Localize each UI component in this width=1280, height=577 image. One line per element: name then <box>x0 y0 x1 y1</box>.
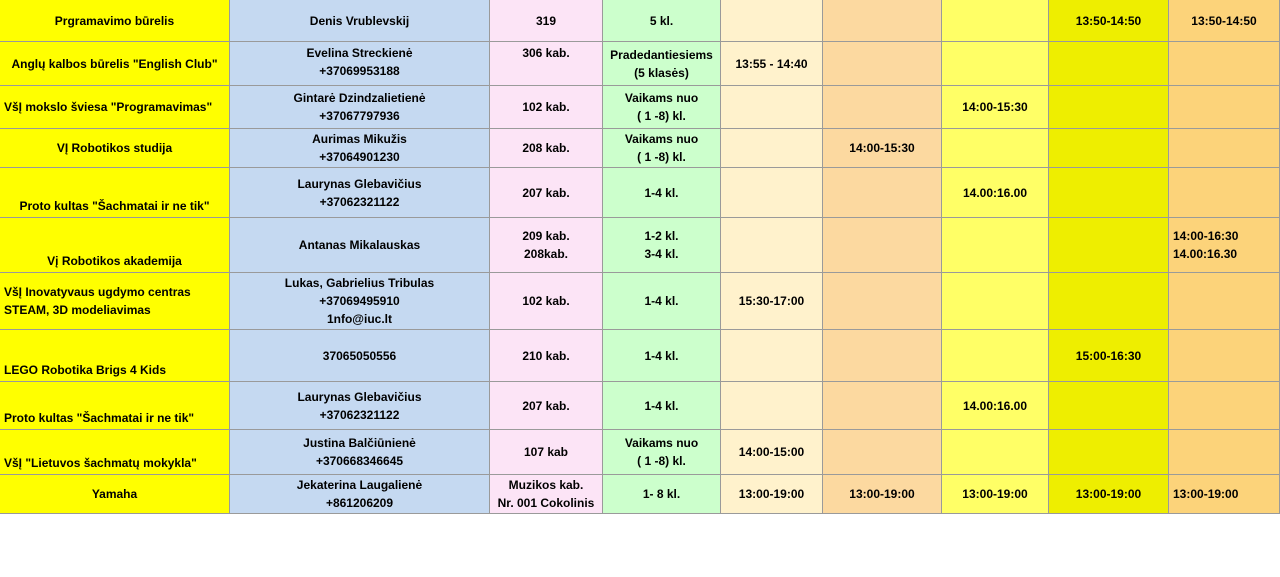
day4-time <box>1049 42 1169 86</box>
room <box>490 86 603 129</box>
teacher-contact <box>230 273 490 330</box>
day4-time <box>1049 273 1169 330</box>
teacher-contact-line: +37069953188 <box>319 64 400 78</box>
teacher-contact-line: Gintarė Dzindzalietienė <box>293 91 426 105</box>
teacher-contact-line: Evelina Streckienė <box>306 46 413 60</box>
teacher-contact-line: +37062321122 <box>319 407 400 422</box>
day2-time <box>823 273 942 330</box>
grade-group-line: 1- 8 kl. <box>642 487 681 501</box>
day4-time <box>1049 129 1169 168</box>
day1-time <box>721 168 823 218</box>
day5-time <box>1169 42 1280 86</box>
grade-group-line: ( 1 -8) kl. <box>637 454 686 468</box>
room-line: 207 kab. <box>522 185 570 200</box>
day4-time <box>1049 86 1169 129</box>
room-line: 107 kab <box>523 445 569 459</box>
grade-group-line: 3-4 kl. <box>644 247 679 261</box>
room <box>490 0 603 42</box>
teacher-contact-line: +37069495910 <box>319 294 400 308</box>
day3-time <box>942 218 1049 273</box>
room-line: 319 <box>535 13 557 28</box>
grade-group-line: Pradedantiesiems <box>610 47 713 62</box>
day3-time <box>942 430 1049 475</box>
teacher-contact-line: +37064901230 <box>319 150 400 164</box>
day2-time <box>823 382 942 430</box>
day4-time <box>1049 475 1169 514</box>
activity-name <box>0 168 230 218</box>
grade-group-line: 1-2 kl. <box>644 229 679 243</box>
day1-time <box>721 382 823 430</box>
grade-group <box>603 430 721 475</box>
teacher-contact <box>230 430 490 475</box>
grade-group <box>603 273 721 330</box>
teacher-contact-line: 1nfo@iuc.lt <box>326 312 393 326</box>
activity-name <box>0 129 230 168</box>
day1-time <box>721 86 823 129</box>
activity-name <box>0 382 230 430</box>
teacher-contact <box>230 129 490 168</box>
room <box>490 218 603 273</box>
day4-time-line: 15:00-16:30 <box>1075 348 1142 363</box>
day3-time <box>942 273 1049 330</box>
day3-time-line: 13:00-19:00 <box>962 487 1028 501</box>
day5-time-line: 13:50-14:50 <box>1191 13 1257 28</box>
day5-time <box>1169 218 1280 273</box>
grade-group-line: Vaikams nuo <box>624 132 699 146</box>
day2-time <box>823 218 942 273</box>
teacher-contact <box>230 218 490 273</box>
teacher-contact <box>230 86 490 129</box>
day3-time <box>942 475 1049 514</box>
day3-time <box>942 42 1049 86</box>
teacher-contact <box>230 382 490 430</box>
grade-group-line: ( 1 -8) kl. <box>637 109 686 123</box>
day1-time <box>721 218 823 273</box>
day1-time-line: 15:30-17:00 <box>738 294 805 308</box>
day4-time <box>1049 218 1169 273</box>
activity-name-line: Anglų kalbos būrelis "English Club" <box>11 56 218 71</box>
activity-name <box>0 218 230 273</box>
teacher-contact-line: Denis Vrublevskij <box>309 13 410 28</box>
teacher-contact <box>230 42 490 86</box>
teacher-contact-line: Lukas, Gabrielius Tribulas <box>284 276 435 290</box>
room-line: 208 kab. <box>522 141 570 155</box>
day1-time <box>721 430 823 475</box>
day5-time-line: 14.00:16.30 <box>1173 247 1238 261</box>
day1-time <box>721 0 823 42</box>
room <box>490 382 603 430</box>
day1-time <box>721 129 823 168</box>
day2-time-line: 14:00-15:30 <box>849 141 915 155</box>
room <box>490 168 603 218</box>
room-line: 207 kab. <box>522 398 570 413</box>
day2-time <box>823 330 942 382</box>
room-line: 102 kab. <box>522 294 570 308</box>
activity-name <box>0 330 230 382</box>
grade-group-line: 1-4 kl. <box>644 348 679 363</box>
teacher-contact-line: +861206209 <box>325 496 394 510</box>
day5-time <box>1169 86 1280 129</box>
day2-time <box>823 168 942 218</box>
grade-group-line: Vaikams nuo <box>624 436 699 450</box>
day3-time <box>942 330 1049 382</box>
activity-name-line: Yamaha <box>91 487 138 501</box>
day1-time-line: 13:55 - 14:40 <box>735 56 808 71</box>
activity-name-line: Proto kultas "Šachmatai ir ne tik" <box>19 199 210 213</box>
day5-time <box>1169 129 1280 168</box>
day2-time <box>823 475 942 514</box>
day3-time-line: 14:00-15:30 <box>962 100 1028 114</box>
activity-name <box>0 86 230 129</box>
day5-time-line: 14:00-16:30 <box>1173 229 1239 243</box>
activity-name-line: VšĮ Inovatyvaus ugdymo centras <box>4 285 191 299</box>
day4-time-line: 13:00-19:00 <box>1075 487 1142 501</box>
day2-time <box>823 0 942 42</box>
grade-group <box>603 129 721 168</box>
room <box>490 475 603 514</box>
day4-time <box>1049 168 1169 218</box>
room-line: 306 kab. <box>522 46 570 60</box>
activity-name-line: Vį Robotikos akademija <box>47 254 182 268</box>
day2-time-line: 13:00-19:00 <box>849 487 915 501</box>
day5-time <box>1169 382 1280 430</box>
room-line: 208kab. <box>523 247 569 261</box>
room-line: 102 kab. <box>522 100 570 114</box>
teacher-contact-line: Justina Balčiūnienė <box>303 436 416 450</box>
day4-time <box>1049 0 1169 42</box>
day3-time <box>942 382 1049 430</box>
room <box>490 330 603 382</box>
grade-group-line: 1-4 kl. <box>644 185 679 200</box>
grade-group <box>603 382 721 430</box>
room-line: Nr. 001 Cokolinis <box>497 496 595 510</box>
day5-time <box>1169 330 1280 382</box>
grade-group-line: Vaikams nuo <box>624 91 699 105</box>
day2-time <box>823 42 942 86</box>
room-line: 210 kab. <box>522 348 570 363</box>
grade-group-line: 1-4 kl. <box>644 398 679 413</box>
grade-group <box>603 0 721 42</box>
teacher-contact-line: Laurynas Glebavičius <box>297 389 422 404</box>
day5-time <box>1169 475 1280 514</box>
teacher-contact-line: Laurynas Glebavičius <box>297 176 422 191</box>
day4-time <box>1049 430 1169 475</box>
teacher-contact-line: +37067797936 <box>319 109 400 123</box>
teacher-contact-line: Jekaterina Laugalienė <box>296 478 423 492</box>
room <box>490 273 603 330</box>
room-line: 209 kab. <box>522 229 570 243</box>
grade-group-line: ( 1 -8) kl. <box>637 150 686 164</box>
grade-group <box>603 86 721 129</box>
teacher-contact <box>230 0 490 42</box>
day3-time <box>942 168 1049 218</box>
activity-name <box>0 0 230 42</box>
day4-time-line: 13:50-14:50 <box>1075 13 1142 28</box>
grade-group <box>603 330 721 382</box>
day3-time-line: 14.00:16.00 <box>962 398 1028 413</box>
grade-group-line: 1-4 kl. <box>644 294 679 308</box>
day3-time <box>942 86 1049 129</box>
activity-name-line: Proto kultas "Šachmatai ir ne tik" <box>4 411 195 425</box>
room <box>490 430 603 475</box>
day2-time <box>823 430 942 475</box>
day1-time <box>721 42 823 86</box>
room <box>490 42 603 86</box>
day3-time <box>942 0 1049 42</box>
teacher-contact <box>230 168 490 218</box>
activity-name <box>0 430 230 475</box>
day5-time <box>1169 273 1280 330</box>
teacher-contact-line: 37065050556 <box>322 348 397 363</box>
day1-time-line: 13:00-19:00 <box>738 487 805 501</box>
teacher-contact-line: Aurimas Mikužis <box>312 132 407 146</box>
day1-time <box>721 273 823 330</box>
room <box>490 129 603 168</box>
activity-name <box>0 273 230 330</box>
day1-time <box>721 475 823 514</box>
day2-time <box>823 86 942 129</box>
teacher-contact-line: +37062321122 <box>319 194 400 209</box>
day3-time-line: 14.00:16.00 <box>962 185 1028 200</box>
room-line: Muzikos kab. <box>508 478 584 492</box>
day5-time <box>1169 430 1280 475</box>
day3-time <box>942 129 1049 168</box>
activity-name-line: VšĮ mokslo šviesa "Programavimas" <box>4 100 213 114</box>
day4-time <box>1049 382 1169 430</box>
grade-group-line: 5 kl. <box>649 13 674 28</box>
day5-time-line: 13:00-19:00 <box>1173 487 1239 501</box>
day5-time <box>1169 0 1280 42</box>
teacher-contact-line: +370668346645 <box>315 454 404 468</box>
day1-time-line: 14:00-15:00 <box>738 445 805 459</box>
activity-name <box>0 475 230 514</box>
activity-name-line: VĮ Robotikos studija <box>56 141 173 155</box>
grade-group <box>603 42 721 86</box>
teacher-contact <box>230 330 490 382</box>
activity-name-line: VšĮ "Lietuvos šachmatų mokykla" <box>4 456 197 470</box>
grade-group <box>603 475 721 514</box>
activity-name-line: STEAM, 3D modeliavimas <box>4 303 151 317</box>
activity-name <box>0 42 230 86</box>
day1-time <box>721 330 823 382</box>
grade-group <box>603 168 721 218</box>
activity-name-line: LEGO Robotika Brigs 4 Kids <box>4 363 167 377</box>
teacher-contact <box>230 475 490 514</box>
grade-group <box>603 218 721 273</box>
day2-time <box>823 129 942 168</box>
day4-time <box>1049 330 1169 382</box>
day5-time <box>1169 168 1280 218</box>
activity-name-line: Prgramavimo būrelis <box>54 13 175 28</box>
teacher-contact-line: Antanas Mikalauskas <box>298 238 421 252</box>
grade-group-line: (5 klasės) <box>634 65 689 80</box>
